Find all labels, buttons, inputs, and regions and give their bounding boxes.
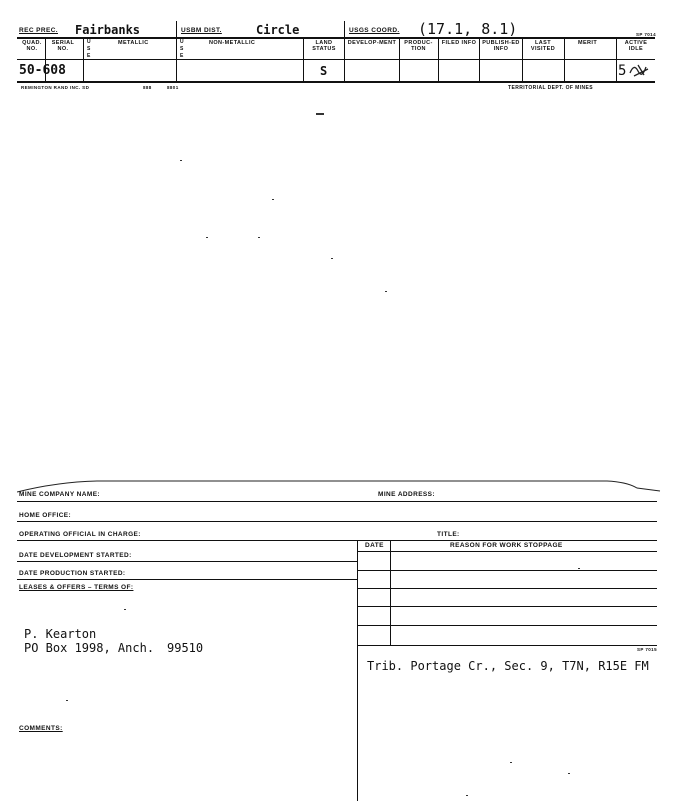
mine-company-label: MINE COMPANY NAME: [19,491,100,498]
use-letter-e-2: E [180,53,184,59]
col-last-visited: LAST VISITED [530,40,556,52]
col-quad-no: QUAD. NO. [22,40,42,52]
scan-speck [385,291,387,292]
col-active-idle: ACTIVE IDLE [624,40,648,52]
rec-prec-label: REC PREC. [19,27,58,34]
lessee-zip: 99510 [167,641,204,655]
active-idle-mark: 5 [618,63,627,79]
home-office-label: HOME OFFICE: [19,512,72,519]
lessee-name: P. Kearton [24,627,97,641]
col-divider [83,37,84,81]
col-non-metallic: NON-METALLIC [209,40,256,46]
col-divider [390,541,391,645]
form-number-lower: SP 7015 [637,647,657,652]
printer-code-2: 8801 [167,85,179,90]
col-merit: MERIT [578,40,598,46]
col-divider [176,21,177,81]
scan-speck [272,199,274,200]
col-divider [564,37,565,81]
reason-label: REASON FOR WORK STOPPAGE [450,542,563,549]
use-letter-s-2: S [180,46,184,52]
col-published-info: PUBLISH-ED INFO [482,40,520,52]
col-divider [479,37,480,81]
lower-card-divider [357,541,358,801]
column-header-rule [17,59,655,60]
scan-speck [206,237,208,238]
location-text: Trib. Portage Cr., Sec. 9, T7N, R15E FM [367,659,649,673]
rule [17,501,657,502]
printer-code-1: 888 [143,85,152,90]
use-letter-u: U [87,39,92,45]
col-divider [303,37,304,81]
col-serial-no: SERIAL NO. [51,40,75,52]
scan-speck [510,762,512,763]
rule [357,625,657,626]
col-metallic: METALLIC [118,40,149,46]
rule [17,561,357,562]
record-bottom-rule [17,81,655,83]
col-filed-info: FILED INFO [441,40,477,46]
scan-speck [180,160,182,161]
usbm-dist-label: USBM DIST. [181,27,222,34]
col-divider [438,37,439,81]
scan-speck [124,609,126,610]
usgs-coord-value: (17.1, 8.1) [418,20,518,38]
rule [17,579,357,580]
mine-address-label: MINE ADDRESS: [378,491,435,498]
date-col-label: DATE [365,542,384,549]
leases-label: LEASES & OFFERS – TERMS OF: [19,584,134,591]
scan-speck [66,700,68,701]
rule [357,606,657,607]
use-letter-s: S [87,46,91,52]
title-label: TITLE: [437,531,460,538]
header-rule [17,37,655,39]
scan-speck [331,258,333,259]
rule [357,588,657,589]
scan-speck [466,795,468,796]
rule [17,540,657,541]
rule [357,570,657,571]
col-divider [45,37,46,81]
usbm-dist-value: Circle [256,23,300,37]
use-letter-e: E [87,53,91,59]
rule [17,521,657,522]
date-development-label: DATE DEVELOPMENT STARTED: [19,552,132,559]
lessee-address: PO Box 1998, Anch. [24,641,155,655]
dept-label: TERRITORIAL DEPT. OF MINES [508,85,593,91]
col-divider [344,21,345,81]
col-divider [399,37,400,81]
col-production: PRODUC-TION [404,40,433,52]
rule [357,551,657,552]
scan-speck [568,773,570,774]
scan-speck [258,237,260,238]
scan-speck [578,568,580,569]
quad-serial-value: 50-608 [19,63,66,78]
col-divider [616,37,617,81]
printer-label: REMINGTON RAND INC. SD [21,85,90,90]
rec-prec-value: Fairbanks [75,23,141,37]
usgs-coord-label: USGS COORD. [349,27,400,34]
operating-official-label: OPERATING OFFICIAL IN CHARGE: [19,531,141,538]
col-land-status: LAND STATUS [312,40,336,52]
col-development: DEVELOP-MENT [347,40,397,46]
form-number-top: SP 7014 [636,32,656,37]
rule [357,645,657,646]
scan-speck [316,113,324,115]
card-top-edge [17,476,662,496]
comments-label: COMMENTS: [19,725,63,732]
land-status-value: S [320,64,328,78]
scribble-icon [628,61,652,79]
col-divider [522,37,523,81]
date-production-label: DATE PRODUCTION STARTED: [19,570,126,577]
use-letter-u-2: U [180,39,185,45]
